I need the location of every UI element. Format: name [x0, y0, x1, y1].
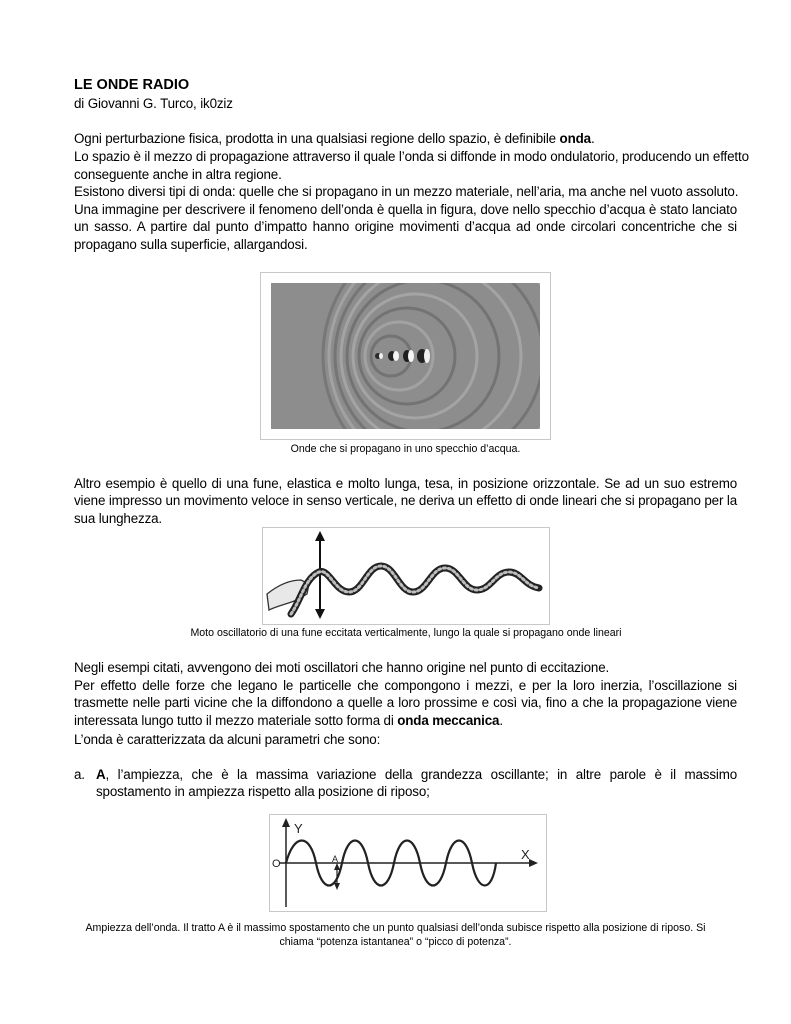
amplitude-label: A — [332, 854, 339, 864]
amplitude-arrow-down-icon — [334, 883, 340, 890]
list-item-a-body: , l’ampiezza, che è la massima variazione della grandezza oscillante; in altre parole è il massimo spostamento in ampiezza rispetto alla posizione di riposo; — [96, 767, 737, 800]
rope-paragraph: Altro esempio è quello di una fune, elastica e molto lunga, tesa, in posizione orizzontale. Se ad un suo estremo viene impresso un movimento veloce in senso verticale, ne deriva un effetto di onde lineari che si propagano per la sua lunghezza. — [74, 476, 737, 526]
intro-paragraph-1 — [74, 130, 595, 147]
intro-p1-end: . — [590, 131, 595, 146]
oscillation-paragraph-2 — [74, 677, 737, 729]
origin-label: O — [272, 858, 281, 870]
figure-water-waves — [260, 272, 551, 440]
list-item-a-marker: a. — [74, 767, 85, 782]
intro-p1-text: Ogni perturbazione fisica, prodotta in una qualsiasi regione dello spazio, è definibile — [74, 131, 560, 146]
oscillation-p2-bold: onda meccanica — [397, 712, 500, 728]
list-item-a-bold: A — [96, 767, 106, 782]
intro-paragraph-2-line-1: Lo spazio è il mezzo di propagazione attraverso il quale l’onda si diffonde in modo ondulatorio, producendo un effetto — [74, 149, 749, 164]
y-axis-label: Y — [294, 821, 303, 836]
figure-3-caption-line-1: Ampiezza dell’onda. Il tratto A è il massimo spostamento che un punto qualsiasi dell’onda subisce rispetto alla posizione di riposo. Si — [85, 922, 706, 934]
author-line: di Giovanni G. Turco, ik0ziz — [74, 96, 233, 111]
arrow-up-icon — [315, 531, 325, 541]
sine-wave-diagram — [270, 815, 546, 911]
y-axis-arrow-icon — [282, 818, 290, 827]
intro-paragraph-3: Esistono diversi tipi di onda: quelle che si propagano in un mezzo materiale, nell’aria, ma anche nel vuoto assoluto. — [74, 184, 739, 199]
intro-p1-bold: onda — [559, 131, 591, 146]
water-waves-image — [261, 273, 550, 439]
oscillation-paragraph-1: Negli esempi citati, avvengono dei moti oscillatori che hanno origine nel punto di eccitazione. — [74, 660, 610, 675]
x-axis-arrow-icon — [529, 859, 538, 867]
list-item-a-text — [96, 766, 737, 801]
oscillation-p2-text: Per effetto delle forze che legano le particelle che compongono i mezzi, e per la loro inerzia, l’oscillazione si trasmette nelle parti vicine che la diffondono a quelle a loro prossime e così via, fino a che la propagazione viene interessata lungo tutto il mezzo materiale sotto forma di — [74, 678, 737, 728]
oscillation-p2-end: . — [499, 712, 503, 728]
figure-1-caption: Onde che si propagano in uno specchio d’acqua. — [290, 443, 521, 455]
arrow-down-icon — [315, 609, 325, 619]
rope-wave-image — [263, 528, 549, 624]
intro-paragraph-4: Una immagine per descrivere il fenomeno dell’onda è quella in figura, dove nello specchio d’acqua è stato lanciato un sasso. A partire dal punto d’impatto hanno origine movimenti d’acqua ad onde circolari concentriche che si propagano sulla superficie, allargandosi. — [74, 202, 737, 252]
amplitude-arrow-up-icon — [334, 863, 340, 870]
figure-rope — [262, 527, 550, 625]
oscillation-paragraph-3: L’onda è caratterizzata da alcuni parametri che sono: — [74, 732, 381, 747]
intro-paragraph-2-line-2: conseguente anche in altra regione. — [74, 167, 282, 182]
figure-amplitude — [269, 814, 547, 912]
figure-2-caption: Moto oscillatorio di una fune eccitata verticalmente, lungo la quale si propagano onde lineari — [190, 627, 622, 639]
x-axis-label: X — [521, 847, 530, 862]
document-title: LE ONDE RADIO — [74, 77, 190, 93]
figure-3-caption-line-2: chiama “potenza istantanea” o “picco di potenza”. — [279, 936, 512, 948]
